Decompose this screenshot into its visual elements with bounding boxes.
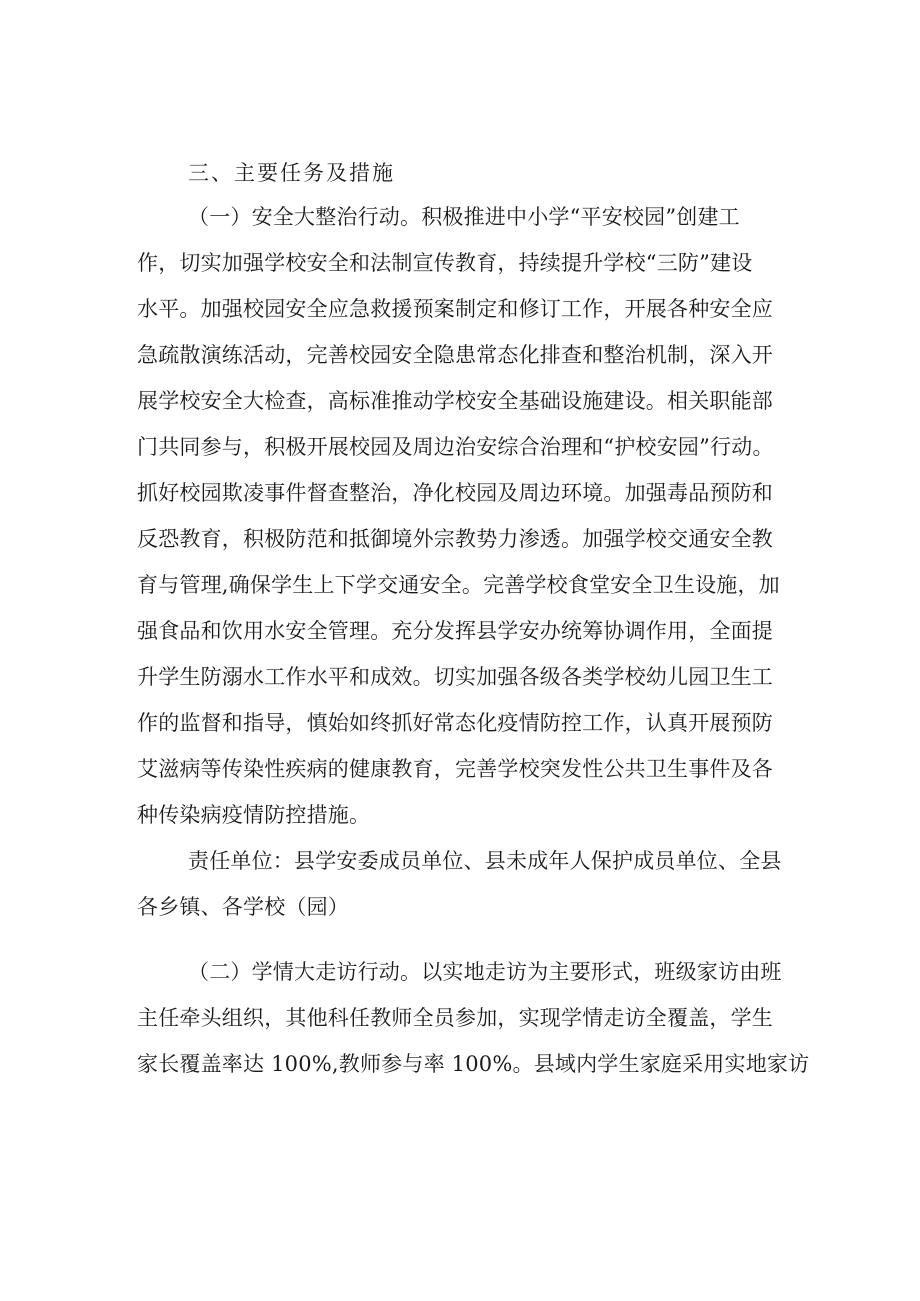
section1-line: 抓好校园欺凌事件督查整治，净化校园及周边环境。加强毒品预防和 — [137, 481, 773, 505]
responsibility-line: 责任单位：县学安委成员单位、县未成年人保护成员单位、全县 — [188, 849, 782, 873]
section1-line: 作的监督和指导，慎始如终抓好常态化疫情防控工作，认真开展预防 — [137, 711, 773, 735]
section1-line: （一）安全大整治行动。积极推进中小学“平安校园”创建工 — [188, 205, 740, 229]
section1-line: 展学校安全大检查，高标准推动学校安全基础设施建设。相关职能部 — [137, 389, 773, 413]
section1-line: 艾滋病等传染性疾病的健康教育，完善学校突发性公共卫生事件及各 — [137, 757, 773, 781]
section1-line: 升学生防溺水工作水平和成效。切实加强各级各类学校幼儿园卫生工 — [137, 665, 773, 689]
responsibility-line: 各乡镇、各学校（园） — [137, 895, 349, 919]
section1-line: 种传染病疫情防控措施。 — [137, 803, 371, 827]
section2-line: 主任牵头组织，其他科任教师全员参加，实现学情走访全覆盖，学生 — [137, 1006, 773, 1030]
section-heading: 三、主要任务及措施 — [188, 161, 395, 185]
section1-line: 强食品和饮用水安全管理。充分发挥县学安办统筹协调作用，全面提 — [137, 619, 773, 643]
section2-line: 家长覆盖率达 100%,教师参与率 100%。县域内学生家庭采用实地家访 — [137, 1052, 810, 1076]
section1-line: 反恐教育，积极防范和抵御境外宗教势力渗透。加强学校交通安全教 — [137, 527, 773, 551]
section1-line: 急疏散演练活动，完善校园安全隐患常态化排查和整治机制，深入开 — [137, 343, 773, 367]
section2-line: （二）学情大走访行动。以实地走访为主要形式，班级家访由班 — [188, 960, 782, 984]
section1-line: 育与管理,确保学生上下学交通安全。完善学校食堂安全卫生设施，加 — [137, 573, 780, 597]
section1-line: 门共同参与，积极开展校园及周边治安综合治理和“护校安园”行动。 — [137, 435, 774, 459]
section1-line: 作，切实加强学校安全和法制宣传教育，持续提升学校“三防”建设 — [137, 251, 753, 275]
section1-line: 水平。加强校园安全应急救援预案制定和修订工作，开展各种安全应 — [137, 297, 773, 321]
